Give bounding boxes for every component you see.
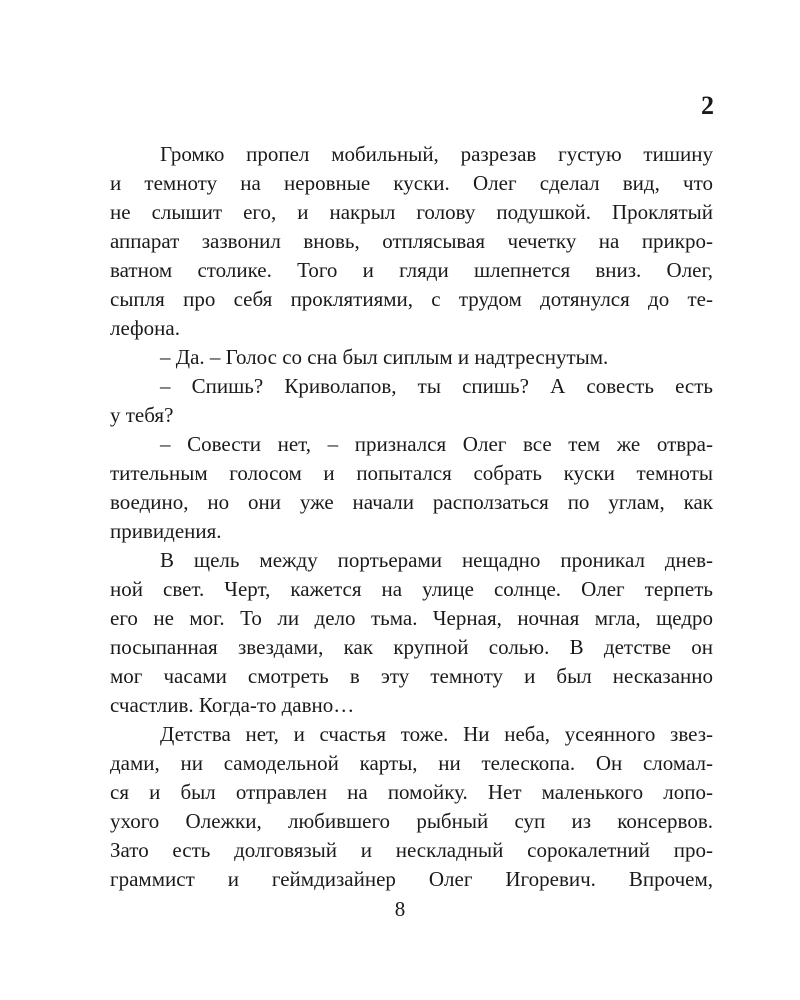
- text-line: – Спишь? Криволапов, ты спишь? А совесть есть: [160, 374, 713, 398]
- text-line: ухого Олежки, любившего рыбный суп из консервов.: [110, 809, 713, 833]
- text-line: ной свет. Черт, кажется на улице солнце. Олег терпеть: [110, 577, 713, 601]
- text-line: лефона.: [110, 316, 180, 340]
- text-line: аппарат зазвонил вновь, отплясывая чечетку на прикро-: [110, 229, 713, 253]
- text-line: мог часами смотреть в эту темноту и был несказанно: [110, 664, 713, 688]
- text-line: посыпанная звездами, как крупной солью. В детстве он: [110, 635, 713, 659]
- text-line: воедино, но они уже начали расползаться по углам, как: [110, 490, 713, 514]
- text-line: В щель между портьерами нещадно проникал днев-: [160, 548, 713, 572]
- text-line: ся и был отправлен на помойку. Нет маленького лопо-: [110, 780, 713, 804]
- text-line: граммист и геймдизайнер Олег Игоревич. Впрочем,: [110, 867, 713, 891]
- body-text: [110, 140, 713, 894]
- text-line: его не мог. То ли дело тьма. Черная, ночная мгла, щедро: [110, 606, 713, 630]
- text-line: – Да. – Голос со сна был сиплым и надтреснутым.: [160, 345, 609, 369]
- page-number: 8: [394, 897, 406, 921]
- text-line: и темноту на неровные куски. Олег сделал вид, что: [110, 171, 713, 195]
- text-line: Громко пропел мобильный, разрезав густую тишину: [160, 142, 713, 166]
- text-line: у тебя?: [110, 403, 174, 427]
- text-line: привидения.: [110, 519, 222, 543]
- text-line: – Совести нет, – признался Олег все тем же отвра-: [160, 432, 713, 456]
- chapter-number: 2: [701, 91, 714, 120]
- text-line: не слышит его, и накрыл голову подушкой. Проклятый: [110, 200, 713, 224]
- text-line: счастлив. Когда-то давно…: [110, 693, 355, 717]
- text-line: сыпля про себя проклятиями, с трудом дотянулся до те-: [110, 287, 713, 311]
- text-line: Зато есть долговязый и нескладный сорокалетний про-: [110, 838, 713, 862]
- text-line: дами, ни самодельной карты, ни телескопа. Он сломал-: [110, 751, 713, 775]
- text-line: Детства нет, и счастья тоже. Ни неба, усеянного звез-: [160, 722, 713, 746]
- text-line: тительным голосом и попытался собрать куски темноты: [110, 461, 713, 485]
- text-line: ватном столике. Того и гляди шлепнется вниз. Олег,: [110, 258, 713, 282]
